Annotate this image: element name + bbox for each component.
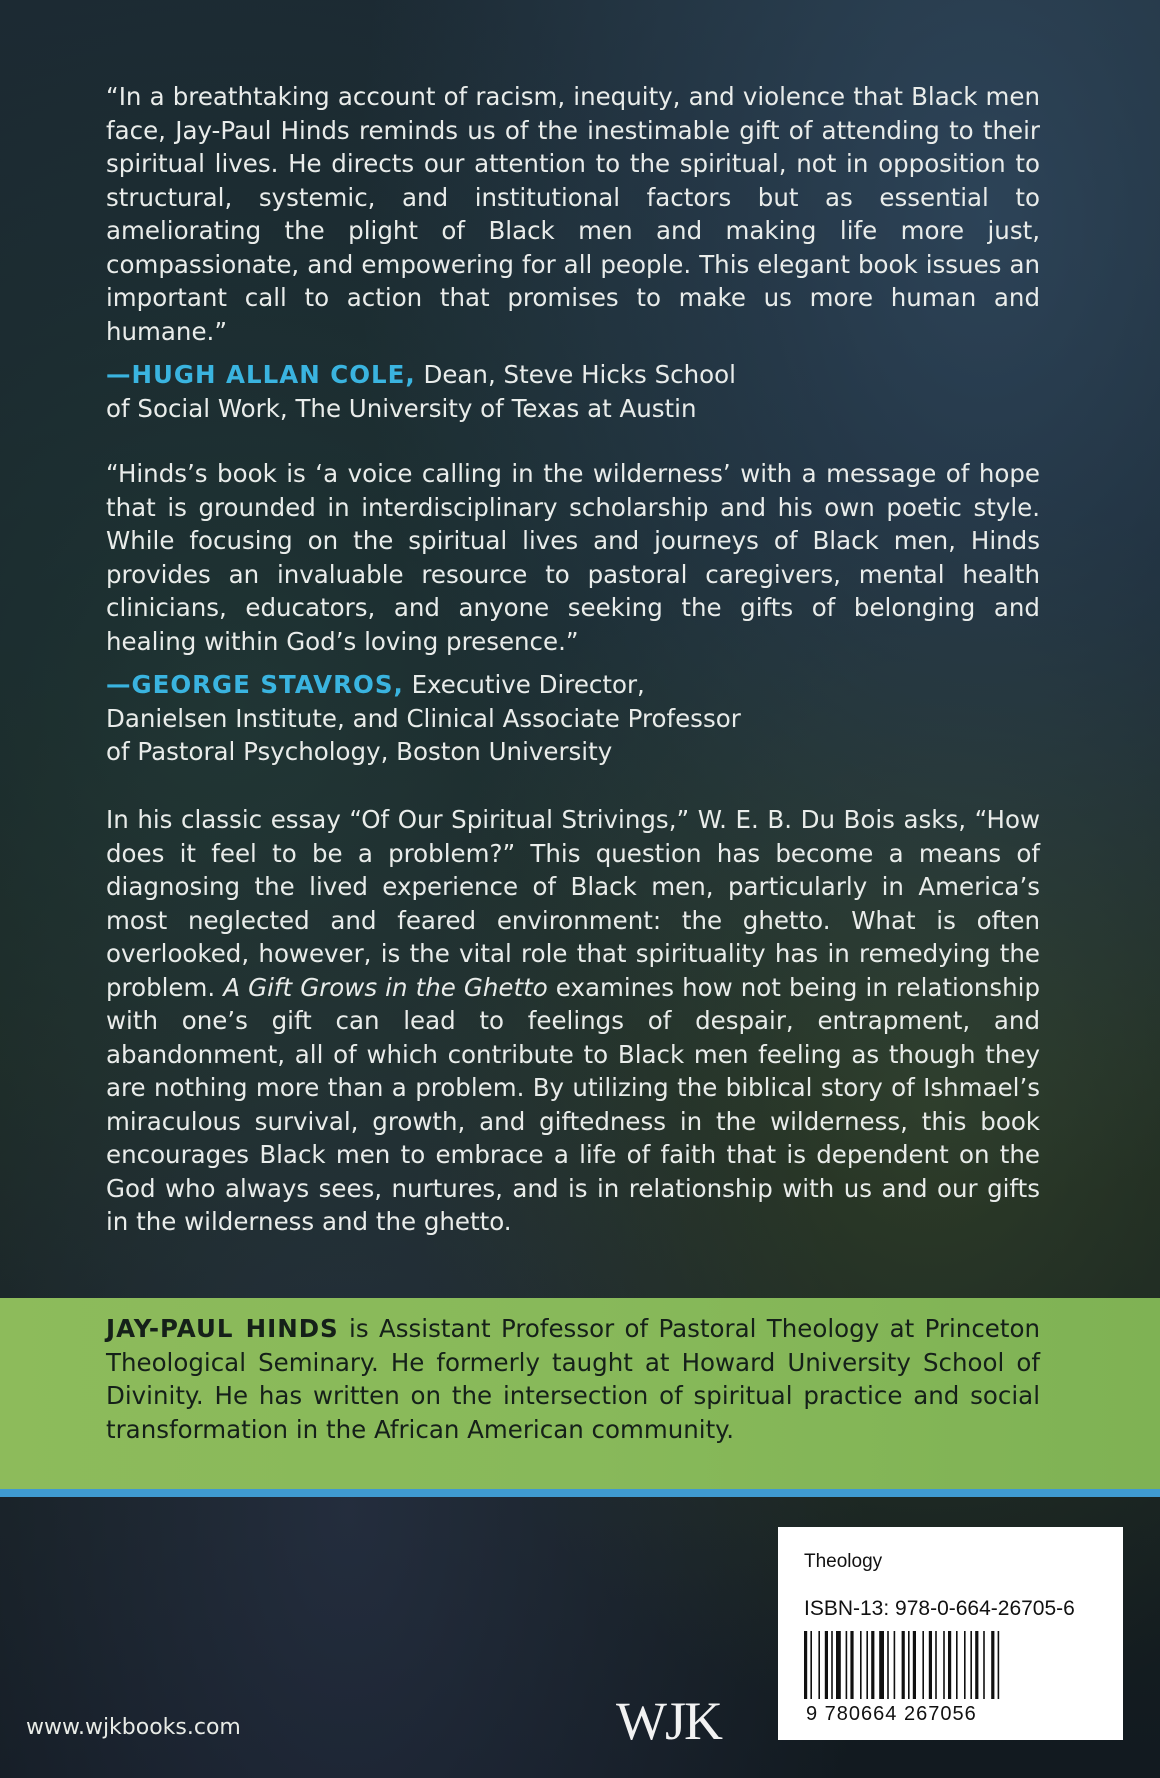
endorsement-text: “In a breathtaking account of racism, inequity, and violence that Black men face, Jay-Paul Hinds reminds us of the inestimable gift of attending to their spiritual lives. He directs our attention to the spiritual, not in opposition to structural, systemic, and institutional factors but as essential to ameliorating the plight of Black men and making life more just, compassionate, and empowering for all people. This elegant book issues an important call to action that promises to make us more human and humane.” [106,82,1040,346]
author-bio-text: is Assistant Professor of Pastoral Theology at Princeton Theological Seminary. He formerly taught at Howard University School of Divinity. He has written on the intersection of spiritual practice and social transformation in the African American community. [106,1314,1040,1444]
endorsement-text: “Hinds’s book is ‘a voice calling in the wilderness’ with a message of hope that is grounded in interdisciplinary scholarship and his own poetic style. While focusing on the spiritual lives and journeys of Black men, Hinds provides an invaluable resource to pastoral caregivers, mental health clinicians, educators, and anyone seeking the gifts of belonging and healing within God’s loving presence.” [106,459,1040,656]
book-description [106,803,1040,1239]
book-title: A Gift Grows in the Ghetto [223,972,548,1002]
author-bio [106,1312,1040,1446]
endorser-title-line: Executive Director, [403,670,645,699]
subject-category: Theology [804,1551,883,1572]
publisher-logo: WJK [616,1691,721,1751]
description-text [106,803,1040,1239]
barcode-panel [778,1527,1123,1740]
description-part: In his classic essay “Of Our Spiritual Strivings,” W. E. B. Du Bois asks, “How does it feel to be a problem?” This question has become a means of diagnosing the lived experience of Black men, particularly in America’s most neglected and feared environment: the ghetto. What is often overlooked, however, is the vital role that spirituality has in remedying the problem. [106,805,1040,1002]
endorsement-cole [106,80,1040,425]
endorser-name: —HUGH ALLAN COLE, [106,360,416,389]
endorsement-attribution [106,358,1040,425]
barcode-icon [802,1631,1072,1699]
author-bio-band [0,1298,1160,1497]
description-part: examines how not being in relationship with one’s gift can lead to feelings of despair, entrapment, and abandonment, all of which contribute to Black men feeling as though they are nothing more than a problem. By utilizing the biblical story of Ishmael’s miraculous survival, growth, and giftedness in the wilderness, this book encourages Black men to embrace a life of faith that is dependent on the God who always sees, nurtures, and is in relationship with us and our gifts in the wilderness and the ghetto. [106,972,1040,1236]
publisher-website: www.wjkbooks.com [26,1715,241,1740]
endorser-title-line: of Pastoral Psychology, Boston University [106,737,613,766]
isbn-label: ISBN-13: 978-0-664-26705-6 [804,1597,1075,1620]
endorser-title-line: of Social Work, The University of Texas at Austin [106,393,697,423]
endorsement-stavros [106,457,1040,769]
endorser-title-line: Dean, Steve Hicks School [415,360,736,389]
author-name: JAY-PAUL HINDS [106,1314,339,1343]
endorsement-attribution [106,668,1040,769]
endorser-name: —GEORGE STAVROS, [106,670,404,699]
barcode-digits: 9 780664 267056 [806,1703,977,1725]
endorser-title-line: Danielsen Institute, and Clinical Associate Professor [106,703,741,733]
